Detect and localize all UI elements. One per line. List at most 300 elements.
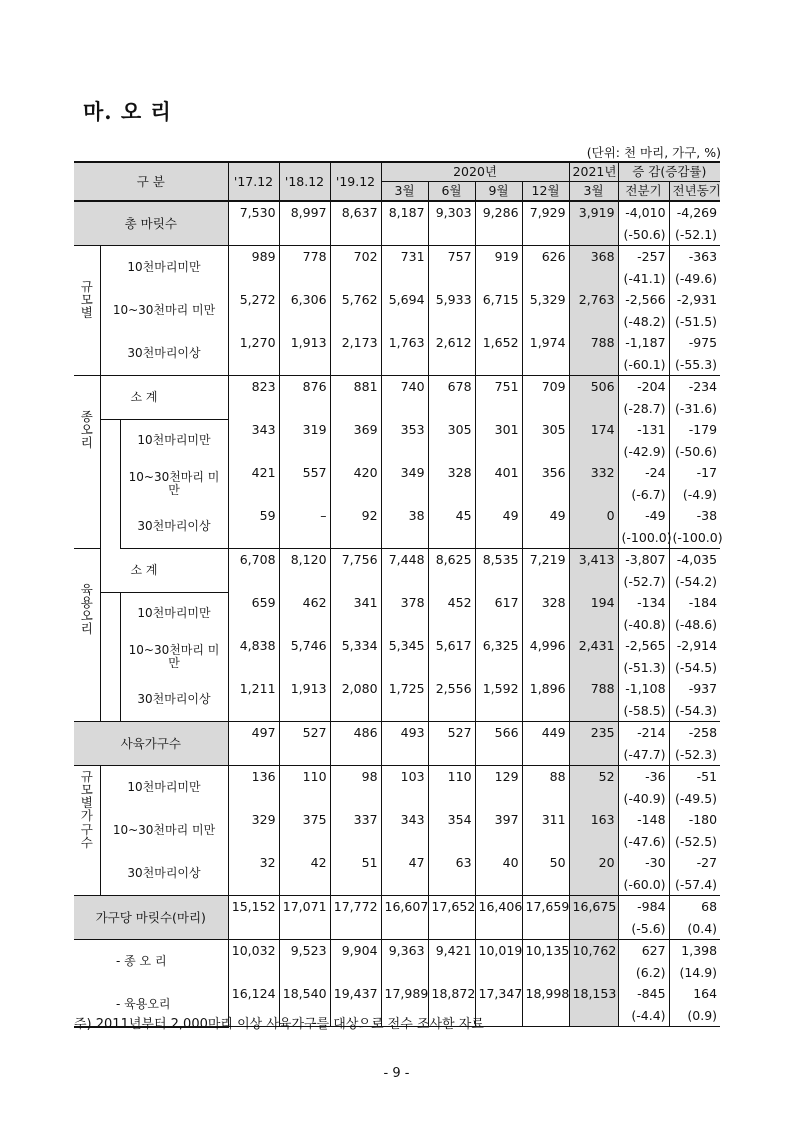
value-cell: 369 — [330, 419, 381, 441]
value-cell: 136 — [228, 766, 279, 788]
percent-cell: (-49.5) — [674, 790, 718, 806]
empty-cell — [569, 744, 618, 766]
value-cell: 10,032 — [228, 940, 279, 962]
empty-cell — [228, 657, 279, 679]
value-cell: 2,431 — [569, 635, 618, 657]
value-cell: 1,763 — [381, 332, 428, 354]
empty-cell — [381, 918, 428, 940]
row-label: 10천마리미만 — [100, 246, 228, 290]
empty-cell — [522, 311, 569, 333]
table-row — [74, 289, 720, 311]
indent-cell — [100, 592, 120, 722]
row-label: 10천마리미만 — [120, 592, 228, 635]
value-cell: 2,173 — [330, 332, 381, 354]
header-change: 증 감(증감률) — [618, 162, 720, 182]
header-2020-dec: 12월 — [522, 182, 569, 202]
value-cell: -214 — [618, 722, 669, 744]
percent-cell: (-47.7) — [618, 744, 669, 766]
empty-cell — [522, 831, 569, 853]
value-cell: 8,187 — [381, 201, 428, 224]
percent-cell: (0.4) — [669, 918, 720, 940]
value-cell: 823 — [228, 376, 279, 398]
row-label: 10천마리미만 — [100, 766, 228, 810]
section-title: 마. 오 리 — [83, 99, 172, 124]
empty-cell — [475, 398, 522, 420]
value-cell: 659 — [228, 592, 279, 614]
value-cell: 5,345 — [381, 635, 428, 657]
empty-cell — [228, 441, 279, 463]
value-cell: 8,625 — [428, 549, 475, 571]
empty-cell — [381, 700, 428, 722]
empty-cell — [428, 874, 475, 896]
value-cell: 163 — [569, 809, 618, 831]
empty-cell — [330, 831, 381, 853]
empty-cell — [475, 527, 522, 549]
value-cell: 1,398 — [681, 943, 718, 959]
empty-cell — [381, 571, 428, 593]
percent-cell: (-58.5) — [618, 700, 669, 722]
value-cell: 1,211 — [228, 678, 279, 700]
percent-cell: (-5.6) — [618, 918, 669, 940]
percent-cell: (-60.0) — [618, 874, 669, 896]
empty-cell — [228, 484, 279, 506]
value-cell: 5,694 — [381, 289, 428, 311]
value-cell: -1,108 — [618, 678, 669, 700]
value-cell: -258 — [688, 725, 718, 741]
empty-cell — [569, 268, 618, 290]
empty-cell — [428, 700, 475, 722]
group-label: 육 용 오 리 — [74, 549, 100, 722]
empty-cell — [569, 874, 618, 896]
value-cell: 2,763 — [569, 289, 618, 311]
percent-cell: (-54.2) — [674, 573, 718, 589]
value-cell: 68 — [701, 899, 718, 915]
value-cell: -179 — [688, 422, 718, 438]
empty-cell — [475, 614, 522, 636]
value-cell: 2,612 — [428, 332, 475, 354]
value-cell: 9,421 — [428, 940, 475, 962]
empty-cell — [569, 918, 618, 940]
empty-cell — [522, 268, 569, 290]
table-row — [74, 549, 720, 571]
footnote: 주) 2011년부터 2,000마리 이상 사육가구를 대상으로 전수 조사한 자료 — [74, 1017, 484, 1032]
value-cell: 18,153 — [569, 983, 618, 1005]
value-cell: 449 — [522, 722, 569, 744]
value-cell: 305 — [428, 419, 475, 441]
value-cell: 42 — [279, 852, 330, 874]
value-cell: 305 — [522, 419, 569, 441]
value-cell: 337 — [330, 809, 381, 831]
header-category: 구 분 — [74, 162, 228, 201]
percent-cell: (-51.5) — [674, 313, 718, 329]
value-cell: 566 — [475, 722, 522, 744]
percent-cell: (-48.2) — [618, 311, 669, 333]
value-cell: 497 — [228, 722, 279, 744]
value-cell: 462 — [279, 592, 330, 614]
row-label: 소 계 — [100, 376, 228, 420]
empty-cell — [381, 354, 428, 376]
empty-cell — [330, 700, 381, 722]
value-cell: 9,904 — [330, 940, 381, 962]
empty-cell — [381, 962, 428, 984]
value-cell: 5,762 — [330, 289, 381, 311]
empty-cell — [569, 484, 618, 506]
value-cell: 557 — [279, 462, 330, 484]
empty-cell — [569, 224, 618, 246]
empty-cell — [279, 571, 330, 593]
value-cell: 19,437 — [330, 983, 381, 1005]
row-label: 사육가구수 — [74, 722, 228, 766]
empty-cell — [569, 398, 618, 420]
value-cell: 328 — [428, 462, 475, 484]
value-cell: 103 — [381, 766, 428, 788]
value-cell: 1,974 — [522, 332, 569, 354]
empty-cell — [428, 831, 475, 853]
row-label: 10~30천마리 미만 — [120, 635, 228, 678]
empty-cell — [428, 918, 475, 940]
value-cell: 20 — [569, 852, 618, 874]
percent-cell: (-31.6) — [674, 400, 718, 416]
value-cell: 919 — [475, 246, 522, 268]
empty-cell — [522, 788, 569, 810]
empty-cell — [330, 441, 381, 463]
value-cell: 343 — [381, 809, 428, 831]
table-row — [74, 722, 720, 744]
empty-cell — [428, 571, 475, 593]
empty-cell — [228, 788, 279, 810]
row-label: 30천마리이상 — [100, 852, 228, 896]
empty-cell — [569, 441, 618, 463]
empty-cell — [522, 571, 569, 593]
value-cell: 7,448 — [381, 549, 428, 571]
empty-cell — [522, 962, 569, 984]
empty-cell — [522, 700, 569, 722]
value-cell: 421 — [228, 462, 279, 484]
empty-cell — [522, 744, 569, 766]
empty-cell — [330, 788, 381, 810]
empty-cell — [330, 962, 381, 984]
header-2020: 2020년 — [381, 162, 569, 182]
empty-cell — [475, 788, 522, 810]
empty-cell — [569, 831, 618, 853]
value-cell: 18,540 — [279, 983, 330, 1005]
value-cell: 18,998 — [522, 983, 569, 1005]
header-2019: '19.12 — [330, 162, 381, 201]
empty-cell — [475, 657, 522, 679]
empty-cell — [428, 441, 475, 463]
value-cell: 2,080 — [330, 678, 381, 700]
empty-cell — [381, 441, 428, 463]
percent-cell: (-28.7) — [618, 398, 669, 420]
value-cell: 7,219 — [522, 549, 569, 571]
empty-cell — [381, 744, 428, 766]
value-cell: 3,919 — [569, 201, 618, 224]
table-row — [74, 246, 720, 268]
value-cell: 626 — [522, 246, 569, 268]
value-cell: 452 — [428, 592, 475, 614]
value-cell: 194 — [569, 592, 618, 614]
empty-cell — [330, 311, 381, 333]
empty-cell — [330, 614, 381, 636]
value-cell: 51 — [330, 852, 381, 874]
table-row — [74, 332, 720, 354]
value-cell: 1,652 — [475, 332, 522, 354]
table-row — [74, 592, 720, 614]
value-cell: -975 — [688, 335, 718, 351]
value-cell: 8,535 — [475, 549, 522, 571]
header-2020-mar: 3월 — [381, 182, 428, 202]
value-cell: 757 — [428, 246, 475, 268]
value-cell: 164 — [693, 986, 718, 1002]
value-cell: -4,269 — [676, 205, 718, 221]
empty-cell — [522, 441, 569, 463]
empty-cell — [569, 1005, 618, 1027]
empty-cell — [381, 311, 428, 333]
value-cell: 740 — [381, 376, 428, 398]
empty-cell — [475, 744, 522, 766]
table-row — [74, 201, 720, 224]
table-row — [74, 809, 720, 831]
percent-cell: (-52.7) — [618, 571, 669, 593]
empty-cell — [228, 571, 279, 593]
value-cell: 0 — [569, 505, 618, 527]
empty-cell — [279, 441, 330, 463]
value-cell: 32 — [228, 852, 279, 874]
header-2020-sep: 9월 — [475, 182, 522, 202]
header-2021-mar: 3월 — [569, 182, 618, 202]
value-cell: 319 — [279, 419, 330, 441]
empty-cell — [569, 962, 618, 984]
empty-cell — [228, 744, 279, 766]
value-cell: 59 — [228, 505, 279, 527]
empty-cell — [279, 268, 330, 290]
value-cell: 98 — [330, 766, 381, 788]
percent-cell: (-4.9) — [682, 486, 718, 502]
value-cell: 9,286 — [475, 201, 522, 224]
value-cell: 17,347 — [475, 983, 522, 1005]
value-cell: 129 — [475, 766, 522, 788]
value-cell: 876 — [279, 376, 330, 398]
value-cell: -257 — [618, 246, 669, 268]
empty-cell — [279, 744, 330, 766]
value-cell: -17 — [696, 465, 718, 481]
empty-cell — [228, 354, 279, 376]
value-cell: 7,530 — [228, 201, 279, 224]
empty-cell — [475, 918, 522, 940]
value-cell: -134 — [618, 592, 669, 614]
empty-cell — [330, 918, 381, 940]
value-cell: 506 — [569, 376, 618, 398]
percent-cell: (-52.3) — [669, 744, 720, 766]
empty-cell — [279, 484, 330, 506]
percent-cell: (-54.5) — [674, 659, 718, 675]
value-cell: -180 — [688, 812, 718, 828]
empty-cell — [279, 962, 330, 984]
percent-cell: (0.9) — [669, 1005, 720, 1027]
empty-cell — [475, 831, 522, 853]
percent-cell: (-57.4) — [669, 874, 720, 896]
value-cell: 5,746 — [279, 635, 330, 657]
value-cell: 6,708 — [228, 549, 279, 571]
empty-cell — [428, 962, 475, 984]
empty-cell — [428, 527, 475, 549]
table-row — [74, 462, 720, 484]
percent-cell: (-47.6) — [618, 831, 669, 853]
value-cell: 353 — [381, 419, 428, 441]
table-row — [74, 766, 720, 788]
duck-statistics-table — [74, 161, 723, 1028]
value-cell: 486 — [330, 722, 381, 744]
value-cell: 5,617 — [428, 635, 475, 657]
value-cell: 52 — [569, 766, 618, 788]
empty-cell — [228, 614, 279, 636]
empty-cell — [569, 614, 618, 636]
value-cell: 329 — [228, 809, 279, 831]
value-cell: 5,933 — [428, 289, 475, 311]
value-cell: -204 — [618, 376, 669, 398]
value-cell: 63 — [428, 852, 475, 874]
empty-cell — [279, 614, 330, 636]
empty-cell — [522, 918, 569, 940]
value-cell: 420 — [330, 462, 381, 484]
empty-cell — [330, 744, 381, 766]
value-cell: -184 — [688, 595, 718, 611]
empty-cell — [228, 962, 279, 984]
value-cell: 368 — [569, 246, 618, 268]
value-cell: 881 — [330, 376, 381, 398]
empty-cell — [228, 268, 279, 290]
value-cell: 356 — [522, 462, 569, 484]
value-cell: 18,872 — [428, 983, 475, 1005]
percent-cell: (-100.0) — [618, 527, 669, 549]
percent-cell: (-60.1) — [618, 354, 669, 376]
empty-cell — [475, 268, 522, 290]
empty-cell — [522, 874, 569, 896]
value-cell: 10,762 — [569, 940, 618, 962]
value-cell: 1,896 — [522, 678, 569, 700]
value-cell: 4,838 — [228, 635, 279, 657]
table-row — [74, 419, 720, 441]
empty-cell — [428, 354, 475, 376]
empty-cell — [428, 268, 475, 290]
empty-cell — [569, 311, 618, 333]
percent-cell: (-50.6) — [618, 224, 669, 246]
empty-cell — [475, 700, 522, 722]
value-cell: 16,406 — [475, 896, 522, 918]
value-cell: 709 — [522, 376, 569, 398]
value-cell: 678 — [428, 376, 475, 398]
value-cell: -2,931 — [676, 292, 718, 308]
empty-cell — [381, 527, 428, 549]
value-cell: 627 — [618, 940, 669, 962]
empty-cell — [381, 268, 428, 290]
percent-cell: (-42.9) — [618, 441, 669, 463]
value-cell: 9,363 — [381, 940, 428, 962]
empty-cell — [228, 311, 279, 333]
percent-cell: (14.9) — [679, 964, 718, 980]
row-label: 소 계 — [100, 549, 228, 593]
value-cell: 16,675 — [569, 896, 618, 918]
value-cell: 40 — [475, 852, 522, 874]
value-cell: -984 — [618, 896, 669, 918]
empty-cell — [569, 657, 618, 679]
value-cell: 311 — [522, 809, 569, 831]
value-cell: -937 — [688, 681, 718, 697]
value-cell: 49 — [475, 505, 522, 527]
row-label: 30천마리이상 — [120, 678, 228, 722]
empty-cell — [330, 224, 381, 246]
percent-cell: (-49.6) — [674, 270, 718, 286]
page-number: - 9 - — [383, 1066, 410, 1081]
value-cell: 6,715 — [475, 289, 522, 311]
percent-cell: (-100.0) — [669, 527, 720, 549]
value-cell: 2,556 — [428, 678, 475, 700]
indent-cell — [100, 419, 120, 549]
empty-cell — [228, 527, 279, 549]
value-cell: 8,637 — [330, 201, 381, 224]
header-2017: '17.12 — [228, 162, 279, 201]
value-cell: 92 — [330, 505, 381, 527]
row-label: 10천마리미만 — [120, 419, 228, 462]
empty-cell — [569, 700, 618, 722]
value-cell: 110 — [428, 766, 475, 788]
percent-cell: (-6.7) — [618, 484, 669, 506]
empty-cell — [279, 831, 330, 853]
row-label: 10~30천마리 미만 — [100, 289, 228, 332]
empty-cell — [228, 700, 279, 722]
empty-cell — [428, 311, 475, 333]
value-cell: 16,607 — [381, 896, 428, 918]
value-cell: -24 — [618, 462, 669, 484]
value-cell: 617 — [475, 592, 522, 614]
value-cell: 110 — [279, 766, 330, 788]
value-cell: 49 — [522, 505, 569, 527]
value-cell: -363 — [688, 249, 718, 265]
empty-cell — [330, 484, 381, 506]
value-cell: 401 — [475, 462, 522, 484]
value-cell: 1,270 — [228, 332, 279, 354]
empty-cell — [228, 918, 279, 940]
value-cell: 17,989 — [381, 983, 428, 1005]
percent-cell: (-4.4) — [618, 1005, 669, 1027]
value-cell: -27 — [696, 855, 718, 871]
empty-cell — [522, 657, 569, 679]
empty-cell — [228, 831, 279, 853]
value-cell: -51 — [696, 769, 718, 785]
empty-cell — [279, 224, 330, 246]
empty-cell — [228, 398, 279, 420]
header-2020-jun: 6월 — [428, 182, 475, 202]
value-cell: 354 — [428, 809, 475, 831]
value-cell: -148 — [618, 809, 669, 831]
percent-cell: (-40.9) — [618, 788, 669, 810]
value-cell: – — [279, 505, 330, 527]
value-cell: -3,807 — [618, 549, 669, 571]
value-cell: 1,913 — [279, 332, 330, 354]
empty-cell — [428, 398, 475, 420]
value-cell: 788 — [569, 332, 618, 354]
value-cell: 751 — [475, 376, 522, 398]
value-cell: 9,303 — [428, 201, 475, 224]
empty-cell — [330, 268, 381, 290]
value-cell: 527 — [279, 722, 330, 744]
empty-cell — [569, 788, 618, 810]
value-cell: 9,523 — [279, 940, 330, 962]
header-prev-quarter: 전분기 — [618, 182, 669, 202]
value-cell: 343 — [228, 419, 279, 441]
percent-cell: (-41.1) — [618, 268, 669, 290]
value-cell: 17,772 — [330, 896, 381, 918]
